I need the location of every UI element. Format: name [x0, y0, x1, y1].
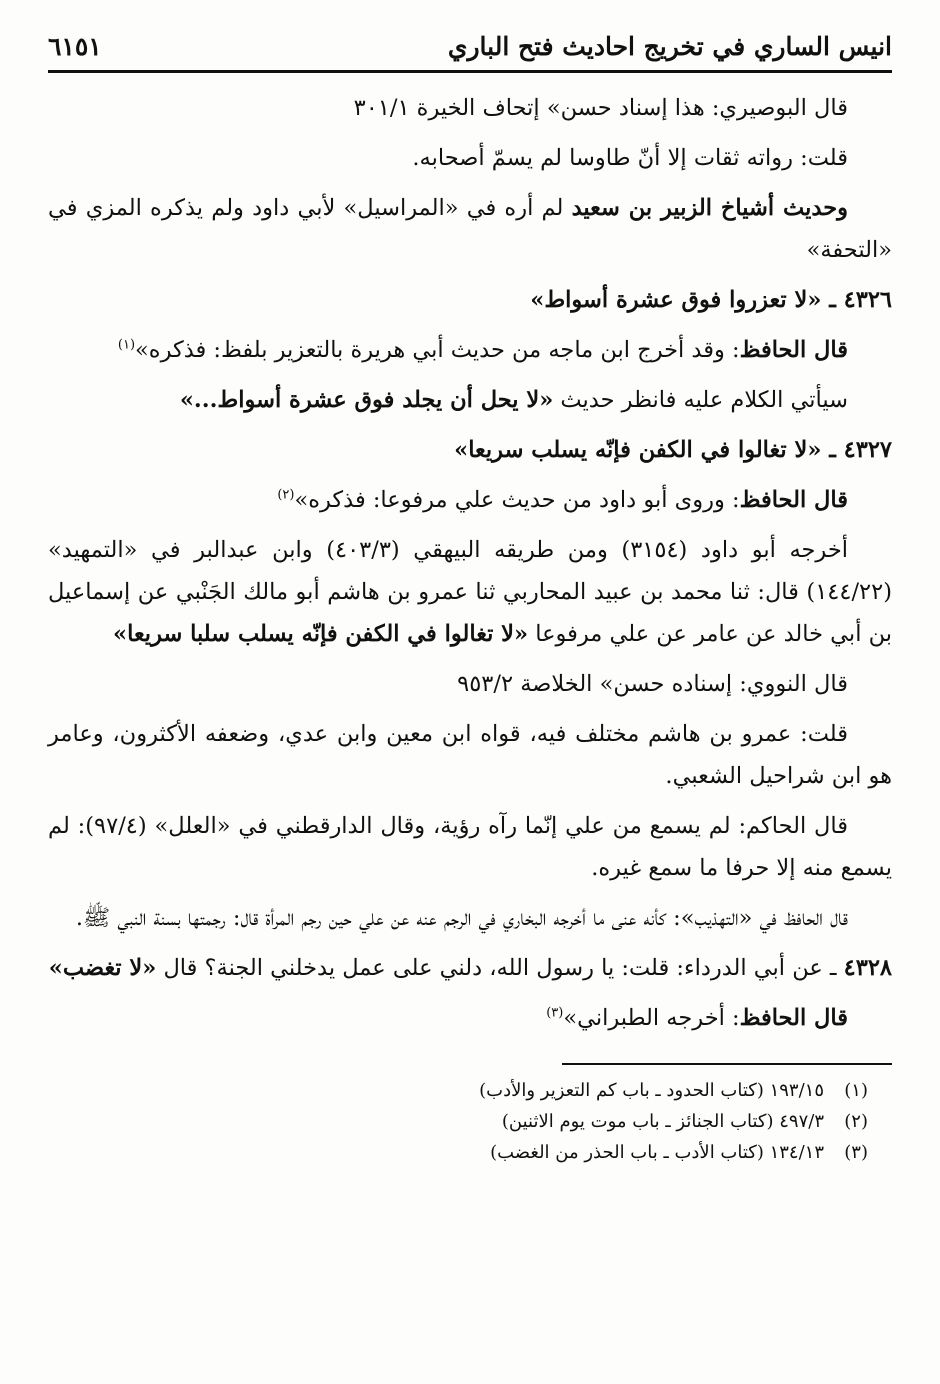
footnotes	[48, 1075, 892, 1168]
footnote-item	[48, 1137, 868, 1168]
text-run: قال النووي: إسناده حسن» الخلاصة ٩٥٣/٢	[457, 671, 848, 697]
text-run: لم أره في «المراسيل» لأبي داود ولم يذكره المزي في «التحفة»	[48, 195, 892, 263]
paragraph	[48, 897, 892, 939]
page-number: ٦١٥١	[48, 32, 102, 61]
paragraph	[48, 663, 892, 705]
text-run: قال الحافظ	[739, 1005, 848, 1031]
footnote-ref: (١)	[117, 337, 136, 353]
text-run: «لا تغضب»	[48, 955, 157, 981]
paragraph	[48, 997, 892, 1039]
footnote-number: (٢)	[844, 1111, 868, 1132]
text-run: وحديث	[774, 195, 848, 221]
footnote-divider	[562, 1063, 892, 1065]
footnote-text: ١٩٣/١٥ (كتاب الحدود ـ باب كم التعزير والأدب)	[479, 1080, 824, 1101]
paragraph	[48, 187, 892, 271]
paragraph	[48, 805, 892, 889]
paragraph	[48, 947, 892, 989]
text-run: ـ عن أبي الدرداء: قلت: يا رسول الله، دلني على عمل يدخلني الجنة؟ قال	[156, 955, 844, 981]
paragraph	[48, 329, 892, 371]
text-run: قال الحافظ	[739, 337, 848, 363]
text-run: قال الحافظ	[739, 487, 848, 513]
text-run: قال الحافظ في «التهذيب»: كأنه عنى ما أخرجه البخاري في الرجم عنه عن علي حين رجم المرأة قال: رجمتها بسنة النبي ﷺ.	[75, 905, 848, 931]
text-run: «لا تغالوا في الكفن فإنّه يسلب سلبا سريعا»	[113, 621, 529, 647]
paragraph	[48, 713, 892, 797]
text-run: قال الحاكم: لم يسمع من علي إنّما رآه رؤية، وقال الدارقطني في «العلل» (٩٧/٤): لم يسمع منه إلا حرفا ما سمع غيره.	[48, 813, 892, 881]
footnote-item	[48, 1106, 868, 1137]
text-run: سيأتي الكلام عليه فانظر حديث	[553, 387, 848, 413]
text-run: أشياخ الزبير بن سعيد	[571, 195, 775, 221]
paragraph	[48, 529, 892, 655]
text-run: قلت: عمرو بن هاشم مختلف فيه، قواه ابن معين وابن عدي، وضعفه الأكثرون، وعامر هو ابن شراحيل الشعبي.	[48, 721, 892, 789]
text-run: قال البوصيري: هذا إسناد حسن» إتحاف الخيرة ٣٠١/١	[353, 95, 848, 121]
text-run: : أخرجه الطبراني»	[563, 1005, 740, 1031]
text-run: أخرجه أبو داود (٣١٥٤) ومن طريقه البيهقي (٤٠٣/٣) وابن عبدالبر في «التمهيد» (١٤٤/٢٢) قال: ثنا محمد بن عبيد المحاربي ثنا عمرو بن هاشم أبو مالك الجَنْبي عن إسماعيل بن أبي خالد عن عامر عن علي مرفوعا	[48, 537, 892, 647]
text-run: قلت: رواته ثقات إلا أنّ طاوسا لم يسمّ أصحابه.	[412, 145, 848, 171]
main-text	[48, 87, 892, 1039]
text-run: «لا يحل أن يجلد فوق عشرة أسواط...»	[179, 387, 554, 413]
text-run: ٤٣٢٧ ـ «لا تغالوا في الكفن فإنّه يسلب سريعا»	[454, 437, 892, 463]
text-run: : وروى أبو داود من حديث علي مرفوعا: فذكره»	[294, 487, 740, 513]
paragraph	[48, 429, 892, 471]
text-run: : وقد أخرج ابن ماجه من حديث أبي هريرة بالتعزير بلفظ: فذكره»	[135, 337, 740, 363]
footnote-number: (١)	[844, 1080, 868, 1101]
footnote-number: (٣)	[844, 1142, 868, 1163]
footnote-text: ٤٩٧/٣ (كتاب الجنائز ـ باب موت يوم الاثنين)	[501, 1111, 824, 1132]
paragraph	[48, 379, 892, 421]
paragraph	[48, 279, 892, 321]
footnote-item	[48, 1075, 868, 1106]
footnote-text: ١٣٤/١٣ (كتاب الأدب ـ باب الحذر من الغضب)	[490, 1142, 824, 1163]
footnote-ref: (٢)	[277, 487, 295, 503]
text-run: ٤٣٢٦ ـ «لا تعزروا فوق عشرة أسواط»	[530, 287, 892, 313]
header-title: انيس الساري في تخريج احاديث فتح الباري	[447, 32, 892, 61]
running-header	[48, 30, 892, 73]
paragraph	[48, 479, 892, 521]
footnote-ref: (٣)	[546, 1005, 564, 1021]
text-run: ٤٣٢٨	[843, 955, 892, 981]
paragraph	[48, 137, 892, 179]
paragraph	[48, 87, 892, 129]
